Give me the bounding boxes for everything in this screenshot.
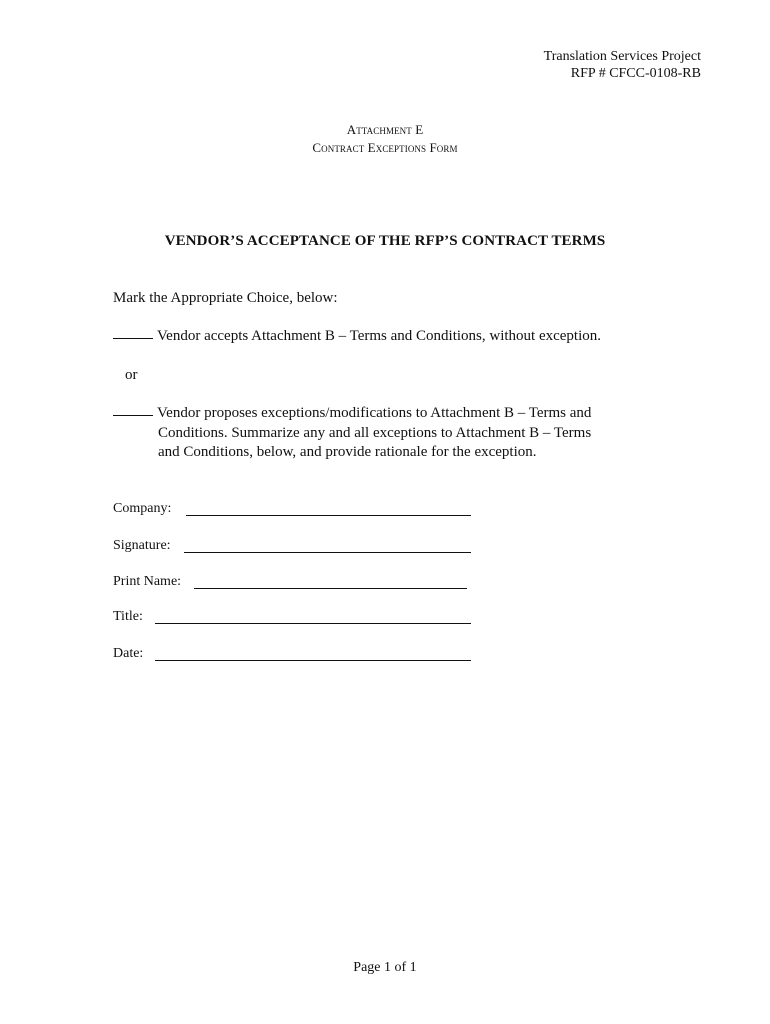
option-exceptions: [113, 404, 658, 463]
attachment-form-name: Contract Exceptions Form: [312, 140, 458, 155]
instruction-text: Mark the Appropriate Choice, below:: [113, 290, 338, 306]
signature-field[interactable]: [184, 552, 471, 553]
title-label: Title:: [113, 609, 143, 624]
header-project-name: Translation Services Project: [543, 49, 701, 64]
option-exceptions-text-line1: Vendor proposes exceptions/modifications to Attachment B – Terms and: [157, 405, 592, 421]
print-name-field[interactable]: [194, 588, 467, 589]
option-exceptions-text-line2: Conditions. Summarize any and all exceptions to Attachment B – Terms: [158, 424, 592, 441]
page-title: VENDOR’S ACCEPTANCE OF THE RFP’S CONTRACT TERMS: [164, 233, 606, 249]
option-accept: [113, 327, 601, 347]
date-label: Date:: [113, 646, 144, 661]
print-name-label: Print Name:: [113, 574, 182, 589]
signature-label: Signature:: [113, 538, 171, 553]
or-text: or: [125, 367, 138, 383]
date-field[interactable]: [155, 660, 471, 661]
company-field[interactable]: [186, 515, 471, 516]
company-label: Company:: [113, 501, 172, 516]
option-accept-text: Vendor accepts Attachment B – Terms and Conditions, without exception.: [157, 328, 602, 344]
page-number: Page 1 of 1: [353, 960, 417, 975]
title-field[interactable]: [155, 623, 471, 624]
attachment-label: Attachment E: [346, 122, 424, 137]
option-exceptions-blank[interactable]: [113, 414, 153, 416]
option-exceptions-text-line3: and Conditions, below, and provide rationale for the exception.: [158, 444, 537, 460]
header-rfp-number: RFP # CFCC-0108-RB: [570, 66, 701, 81]
option-accept-blank[interactable]: [113, 337, 153, 339]
